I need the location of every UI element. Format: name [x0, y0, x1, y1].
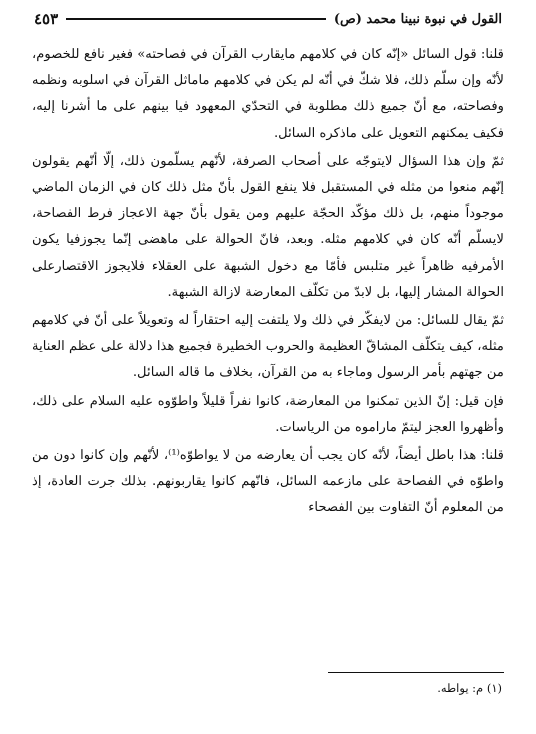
- body-text: [32, 42, 504, 524]
- footnote-rule: [328, 672, 504, 673]
- paragraph-4: فإن قيل: إنّ الذين تمكنوا من المعارضة، كانوا نفراً قليلاً واطوّوه عليه السلام على ذلك، وأظهروا العجز ليتمّ ماراموه من الرياسات.: [32, 393, 504, 435]
- paragraph-3: ثمّ يقال للسائل: من لايفكّر في ذلك ولا يلتفت إليه احتقاراً له وتعويلاً على أنّ في كلامهم مثله، كيف يتكلّف المشاقّ العظيمة والحروب الخطيرة فجميع هذا دلالة على عظم العناية من جهتهم بأمر الرسول وماجاء به من القرآن، بخلاف ما قاله السائل.: [32, 313, 504, 381]
- paragraph-5: قلنا: هذا باطل أيضاً، لأنّه كان يجب أن يعارضه من لا يواطوّه⁽¹⁾، لأنّهم وإن كانوا دون من واطوّه في الفصاحة على مازعمه السائل، فانّهم كانوا يقاربونهم. بذلك جرت العادة، إذ من المعلوم أنّ التفاوت بين الفصحاء: [32, 448, 504, 516]
- page-number: ٤٥٣: [34, 10, 59, 28]
- page-header: [34, 8, 502, 30]
- footnote: (١) م: يواطه.: [437, 681, 502, 695]
- paragraph-1: قلنا: قول السائل «إنّه كان في كلامهم مايقارب القرآن في فصاحته» فغير نافع للخصوم، لأنّه وإن سلّم ذلك، فلا شكّ في أنّه لم يكن في كلامهم ماماثل القرآن في اسلوبه ونظمه وفصاحته، مع أنّ جميع ذلك مطلوبة في التحدّي المعهود فيا بينهم على ما أشرنا إليه، فكيف يمكنهم التعويل على ماذكره السائل.: [32, 47, 504, 141]
- paragraph-2: ثمّ وإن هذا السؤال لايتوجّه على أصحاب الصرفة، لأنّهم يسلّمون ذلك، إلّا أنّهم يقولون إنّهم منعوا من مثله في المستقبل فلا ينفع القول بأنّ مثل ذلك كان في الزمان الماضي موجوداً منهم، بل ذلك مؤكّد الحجّة عليهم ومن يقول بأنّ جهة الاعجاز فرط الفصاحة، لايسلّم أنّه كان في كلامهم مثله. وبعد، فانّ الحوالة على ماهضى إنّما يجوزفيا يكون الأمرفيه ظاهراً غير متلبس فأمّا مع دخول الشبهة على العقلاء فلايجوز الاقتصارعلى الحوالة المشار إليها، بل لابدّ من تكلّف المعارضة لازالة الشبهة.: [32, 153, 504, 300]
- running-title: القول في نبوة نبينا محمد (ص): [333, 11, 502, 27]
- header-rule: [66, 18, 326, 20]
